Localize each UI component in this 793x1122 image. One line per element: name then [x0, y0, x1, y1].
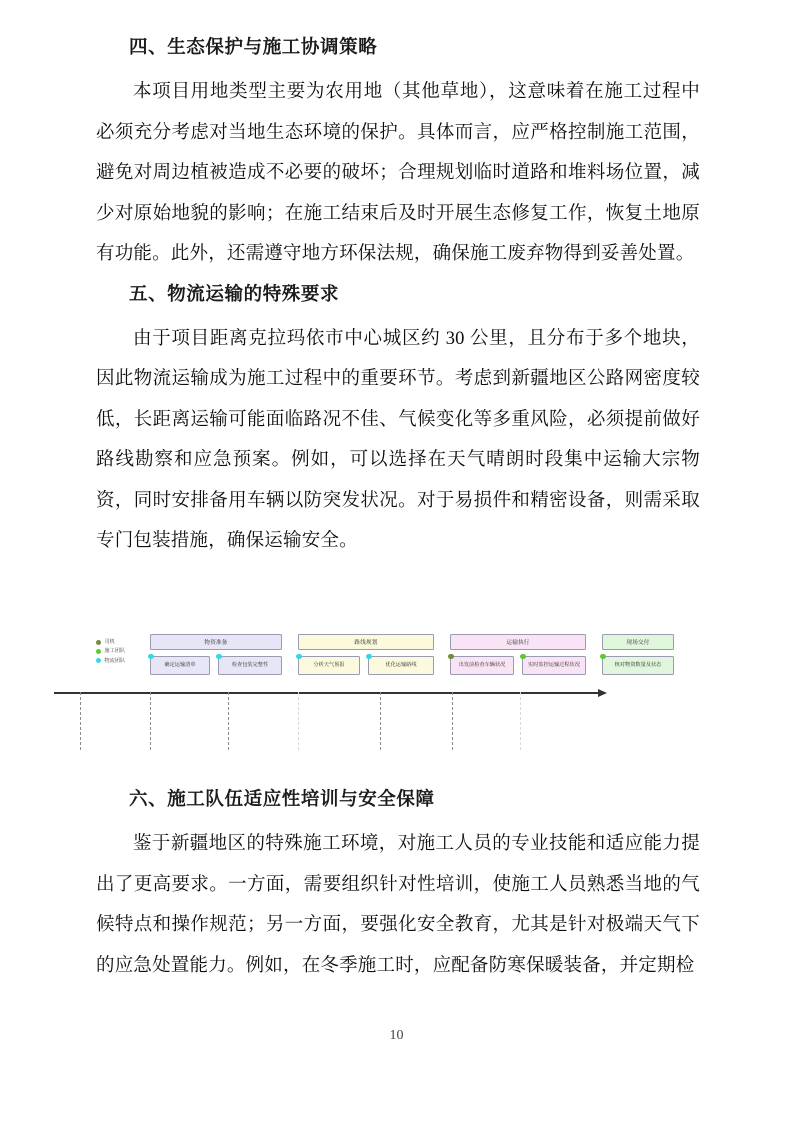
figure-legend [96, 638, 148, 666]
timeline-phase [150, 634, 282, 675]
timeline-phase [298, 634, 434, 675]
task-label: 优化运输路线 [385, 662, 417, 669]
section-paragraph-5-1: 由于项目距离克拉玛依市中心城区约 30 公里，且分布于多个地块，因此物流运输成为施工过程中的重要环节。考虑到新疆地区公路网密度较低，长距离运输可能面临路况不佳、气候变化等多重风险，必须提前做好路线勘察和应急预案。例如，可以选择在天气晴朗时段集中运输大宗物资，同时安排备用车辆以防突发状况。对于易损件和精密设备，则需采取专门包装措施，确保运输安全。 [96, 328, 700, 551]
phase-task [602, 656, 674, 675]
task-label: 确定运输清单 [164, 662, 196, 669]
phase-task [150, 656, 210, 675]
timeline-tick [452, 692, 453, 750]
timeline-tick [150, 692, 151, 750]
timeline-phase [602, 634, 674, 675]
task-owner-dot-icon [366, 654, 372, 660]
task-label: 检查包装完整性 [231, 662, 269, 669]
section-heading-4: 四、生态保护与施工协调策略 [129, 38, 378, 58]
logistics-timeline-figure [96, 634, 700, 764]
timeline-tick [520, 692, 521, 750]
section-paragraph-4-1: 本项目用地类型主要为农用地（其他草地），这意味着在施工过程中必须充分考虑对当地生态环境的保护。具体而言，应严格控制施工范围，避免对周边植被造成不必要的破坏；合理规划临时道路和堆料场位置，减少对原始地貌的影响；在施工结束后及时开展生态修复工作，恢复土地原有功能。此外，还需遵守地方环保法规，确保施工废弃物得到妥善处置。 [96, 82, 700, 264]
phase-title: 运输执行 [450, 634, 586, 650]
phase-task [298, 656, 360, 675]
task-owner-dot-icon [148, 654, 154, 660]
phase-title: 现场交付 [602, 634, 674, 650]
timeline-tick [380, 692, 381, 750]
legend-dot-icon [96, 640, 101, 645]
task-owner-dot-icon [520, 654, 526, 660]
phase-task [450, 656, 514, 675]
document-body-lower [96, 780, 700, 986]
legend-dot-icon [96, 658, 101, 663]
timeline-phase [450, 634, 586, 675]
legend-item [96, 638, 148, 647]
task-label: 分析天气预报 [313, 662, 345, 669]
task-label: 实时监控运输过程状况 [528, 662, 580, 669]
task-label: 出发前检查车辆状况 [458, 662, 506, 669]
phase-task [218, 656, 282, 675]
timeline-tick [298, 692, 299, 750]
task-owner-dot-icon [216, 654, 222, 660]
phase-title: 路线规划 [298, 634, 434, 650]
section-heading-6: 六、施工队伍适应性培训与安全保障 [129, 790, 435, 810]
task-owner-dot-icon [448, 654, 454, 660]
timeline-tick [80, 692, 81, 750]
timeline-phases [150, 634, 700, 690]
legend-label: 司机 [104, 639, 115, 646]
phase-task [368, 656, 434, 675]
task-owner-dot-icon [600, 654, 606, 660]
timeline-tick [228, 692, 229, 750]
legend-item [96, 656, 148, 665]
section-heading-5: 五、物流运输的特殊要求 [129, 284, 340, 305]
timeline-axis-line [54, 692, 600, 694]
phase-task [522, 656, 586, 675]
page-number: 10 [389, 1028, 404, 1043]
document-body [96, 28, 700, 562]
legend-item [96, 647, 148, 656]
task-label: 核对物资数量及状态 [614, 662, 662, 669]
task-owner-dot-icon [296, 654, 302, 660]
timeline-arrow-icon [598, 689, 607, 697]
legend-label: 物流团队 [104, 657, 126, 664]
phase-title: 物资准备 [150, 634, 282, 650]
section-paragraph-6-1: 鉴于新疆地区的特殊施工环境，对施工人员的专业技能和适应能力提出了更高要求。一方面，需要组织针对性培训，使施工人员熟悉当地的气候特点和操作规范；另一方面，要强化安全教育，尤其是针对极端天气下的应急处置能力。例如，在冬季施工时，应配备防寒保暖装备，并定期检 [96, 834, 700, 976]
legend-label: 施工团队 [104, 648, 126, 655]
legend-dot-icon [96, 649, 101, 654]
